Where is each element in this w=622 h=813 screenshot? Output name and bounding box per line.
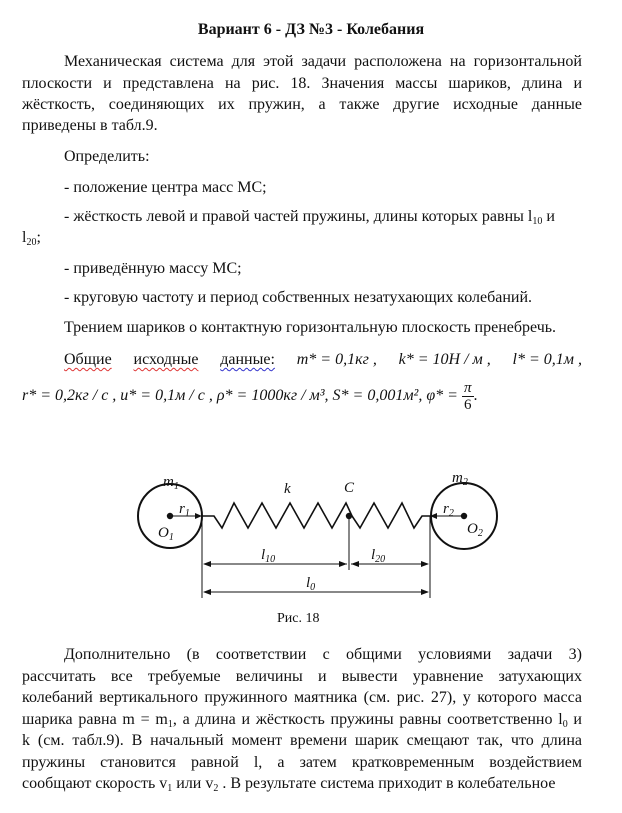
- text: и: [567, 711, 582, 728]
- subscript: 20: [26, 237, 37, 248]
- label-l0: $l_0$: [306, 575, 316, 593]
- label-m1: $m_1$: [163, 474, 179, 492]
- spring: [202, 503, 430, 528]
- period: .: [473, 387, 478, 404]
- param-rho: ρ* = 1000кг / м³,: [216, 387, 329, 404]
- fraction-denominator: 6: [463, 396, 472, 413]
- extra-line: колебаний вертикального пружинного маятника (см. рис. 27), у которого масса: [22, 689, 582, 706]
- label-r1: $r_1$: [179, 501, 190, 519]
- label-k: k: [284, 481, 291, 497]
- subscript: 1: [167, 719, 173, 730]
- param-phi: φ* =: [426, 387, 458, 404]
- text: шарика равна m = m: [22, 711, 168, 728]
- extra-line: [22, 709, 582, 731]
- label-O1: $O_1$: [158, 525, 174, 543]
- param-l: l* = 0,1м ,: [512, 351, 582, 368]
- friction-note: Трением шариков о контактную горизонтальную плоскость пренебречь.: [64, 319, 557, 336]
- param-m: m* = 0,1кг ,: [296, 351, 377, 368]
- param-k: k* = 10Н / м ,: [398, 351, 491, 368]
- text: или v: [172, 775, 214, 792]
- page-title: Вариант 6 - ДЗ №3 - Колебания: [197, 21, 425, 38]
- subscript: 2: [213, 783, 219, 794]
- general-label: Общие: [64, 351, 112, 368]
- label-l10: $l_{10}$: [261, 547, 276, 565]
- subscript: 0: [562, 719, 568, 730]
- subscript: 10: [532, 216, 543, 227]
- label-r2: $r_2$: [443, 501, 454, 519]
- task-text: l: [22, 229, 27, 246]
- task-text: ;: [36, 229, 41, 246]
- subscript: 1: [167, 783, 173, 794]
- param-S: S* = 0,001м²,: [332, 387, 423, 404]
- task-item: - круговую частоту и период собственных незатухающих колебаний.: [64, 289, 532, 306]
- intro-line: плоскости и представлена на рис. 18. Значения массы шариков, длина и: [22, 75, 582, 92]
- extra-line: пружины становится равной l, а затем кратковременным воздействием: [22, 754, 582, 771]
- extra-line: [22, 773, 582, 795]
- task-item: - положение центра масс МС;: [64, 179, 267, 196]
- extra-line: Дополнительно (в соответствии с общими условиями задачи 3): [64, 646, 582, 663]
- intro-line: Механическая система для этой задачи расположена на горизонтальной: [64, 53, 582, 70]
- task-item: - приведённую массу МС;: [64, 260, 242, 277]
- param-r: r* = 0,2кг / с ,: [22, 387, 117, 404]
- extra-line: k (см. табл.9). В начальный момент времени шарик смещают так, что длина: [22, 732, 582, 749]
- text: . В результате система приходит в колебательное: [218, 775, 556, 792]
- param-u: u* = 0,1м / с ,: [120, 387, 213, 404]
- intro-line: приведены в табл.9.: [22, 117, 158, 134]
- determine-heading: Определить:: [64, 148, 150, 165]
- fraction-numerator: π: [463, 379, 472, 396]
- figure-caption: Рис. 18: [277, 611, 320, 626]
- label-l20: $l_{20}$: [371, 547, 386, 565]
- task-text: и: [542, 208, 555, 225]
- label-m2: $m_2$: [452, 470, 468, 488]
- task-text: - жёсткость левой и правой частей пружины, длины которых равны l: [64, 208, 533, 225]
- general-label: исходные: [133, 351, 199, 368]
- extra-line: рассчитать все требуемые величины и вывести уравнение затухающих: [22, 668, 582, 685]
- label-O2: $O_2$: [467, 521, 483, 539]
- general-label: данные:: [220, 351, 275, 368]
- intro-line: жёсткость, соединяющих их пружин, а также другие исходные данные: [22, 96, 582, 113]
- label-C: C: [344, 480, 355, 496]
- text: сообщают скорость v: [22, 775, 168, 792]
- text: , а длина и жёсткость пружины равны соответственно l: [172, 711, 563, 728]
